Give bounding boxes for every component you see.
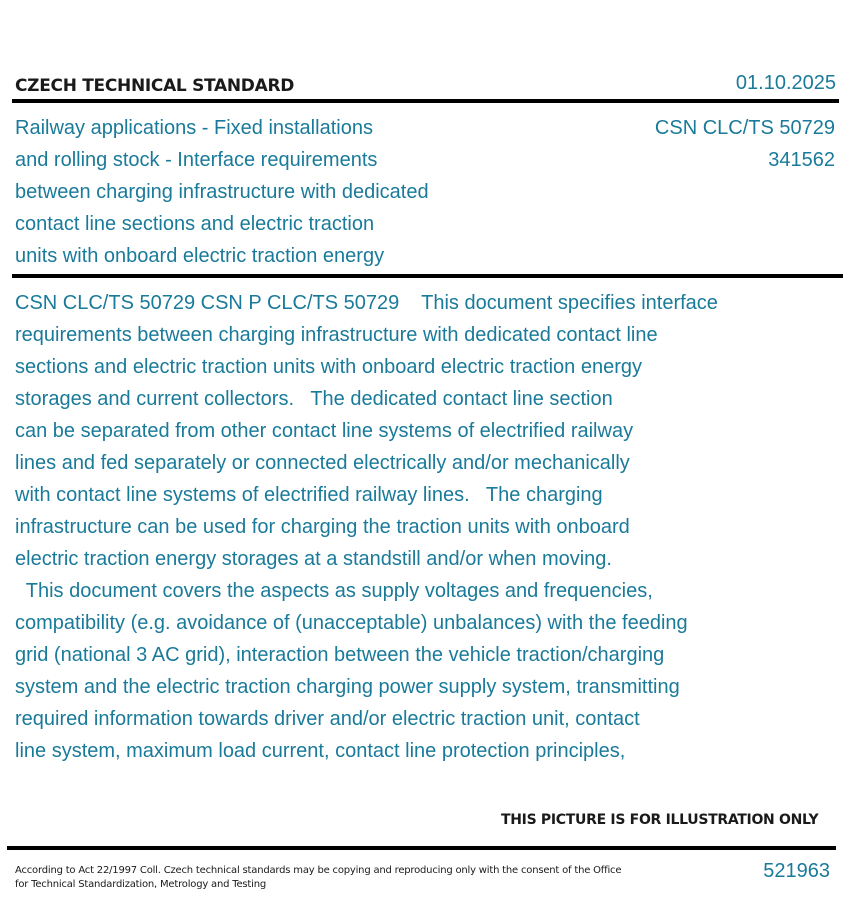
abstract-line: line system, maximum load current, contact line protection principles, [15,740,626,762]
legal-line: for Technical Standardization, Metrology and Testing [15,879,266,890]
bottom-divider [7,846,836,850]
publication-date: 01.10.2025 [735,72,836,94]
abstract-line: grid (national 3 AC grid), interaction between the vehicle traction/charging [15,644,665,666]
standard-label: CZECH TECHNICAL STANDARD [15,76,295,96]
abstract-line: electric traction energy storages at a standstill and/or when moving. [15,548,612,570]
standard-codes [655,112,835,176]
legal-notice [15,864,621,892]
abstract-line: storages and current collectors. The dedicated contact line section [15,388,613,410]
abstract-line: with contact line systems of electrified railway lines. The charging [15,484,603,506]
document-abstract [15,287,815,767]
document-number: 521963 [763,860,830,882]
abstract-line: required information towards driver and/or electric traction unit, contact [15,708,640,730]
title-line: units with onboard electric traction energy [15,245,385,267]
abstract-line: compatibility (e.g. avoidance of (unacceptable) unbalances) with the feeding [15,612,688,634]
document-title [15,112,535,272]
title-line: contact line sections and electric traction [15,213,375,235]
abstract-line: sections and electric traction units with onboard electric traction energy [15,356,642,378]
abstract-line: infrastructure can be used for charging the traction units with onboard [15,516,630,538]
abstract-line: CSN CLC/TS 50729 CSN P CLC/TS 50729 This document specifies interface [15,292,718,314]
catalog-number: 341562 [768,149,835,171]
title-line: Railway applications - Fixed installations [15,117,373,139]
abstract-line: requirements between charging infrastructure with dedicated contact line [15,324,658,346]
title-line: and rolling stock - Interface requirements [15,149,378,171]
top-divider [12,99,839,103]
middle-divider [12,274,843,278]
legal-line: According to Act 22/1997 Coll. Czech technical standards may be copying and reproducing only with the consent of the Office [15,865,622,876]
abstract-line: system and the electric traction charging power supply system, transmitting [15,676,680,698]
illustration-note: THIS PICTURE IS FOR ILLUSTRATION ONLY [501,812,819,828]
abstract-line: can be separated from other contact line systems of electrified railway [15,420,634,442]
abstract-line: lines and fed separately or connected electrically and/or mechanically [15,452,630,474]
abstract-line: This document covers the aspects as supply voltages and frequencies, [15,580,653,602]
standard-code: CSN CLC/TS 50729 [654,117,835,139]
title-line: between charging infrastructure with dedicated [15,181,429,203]
